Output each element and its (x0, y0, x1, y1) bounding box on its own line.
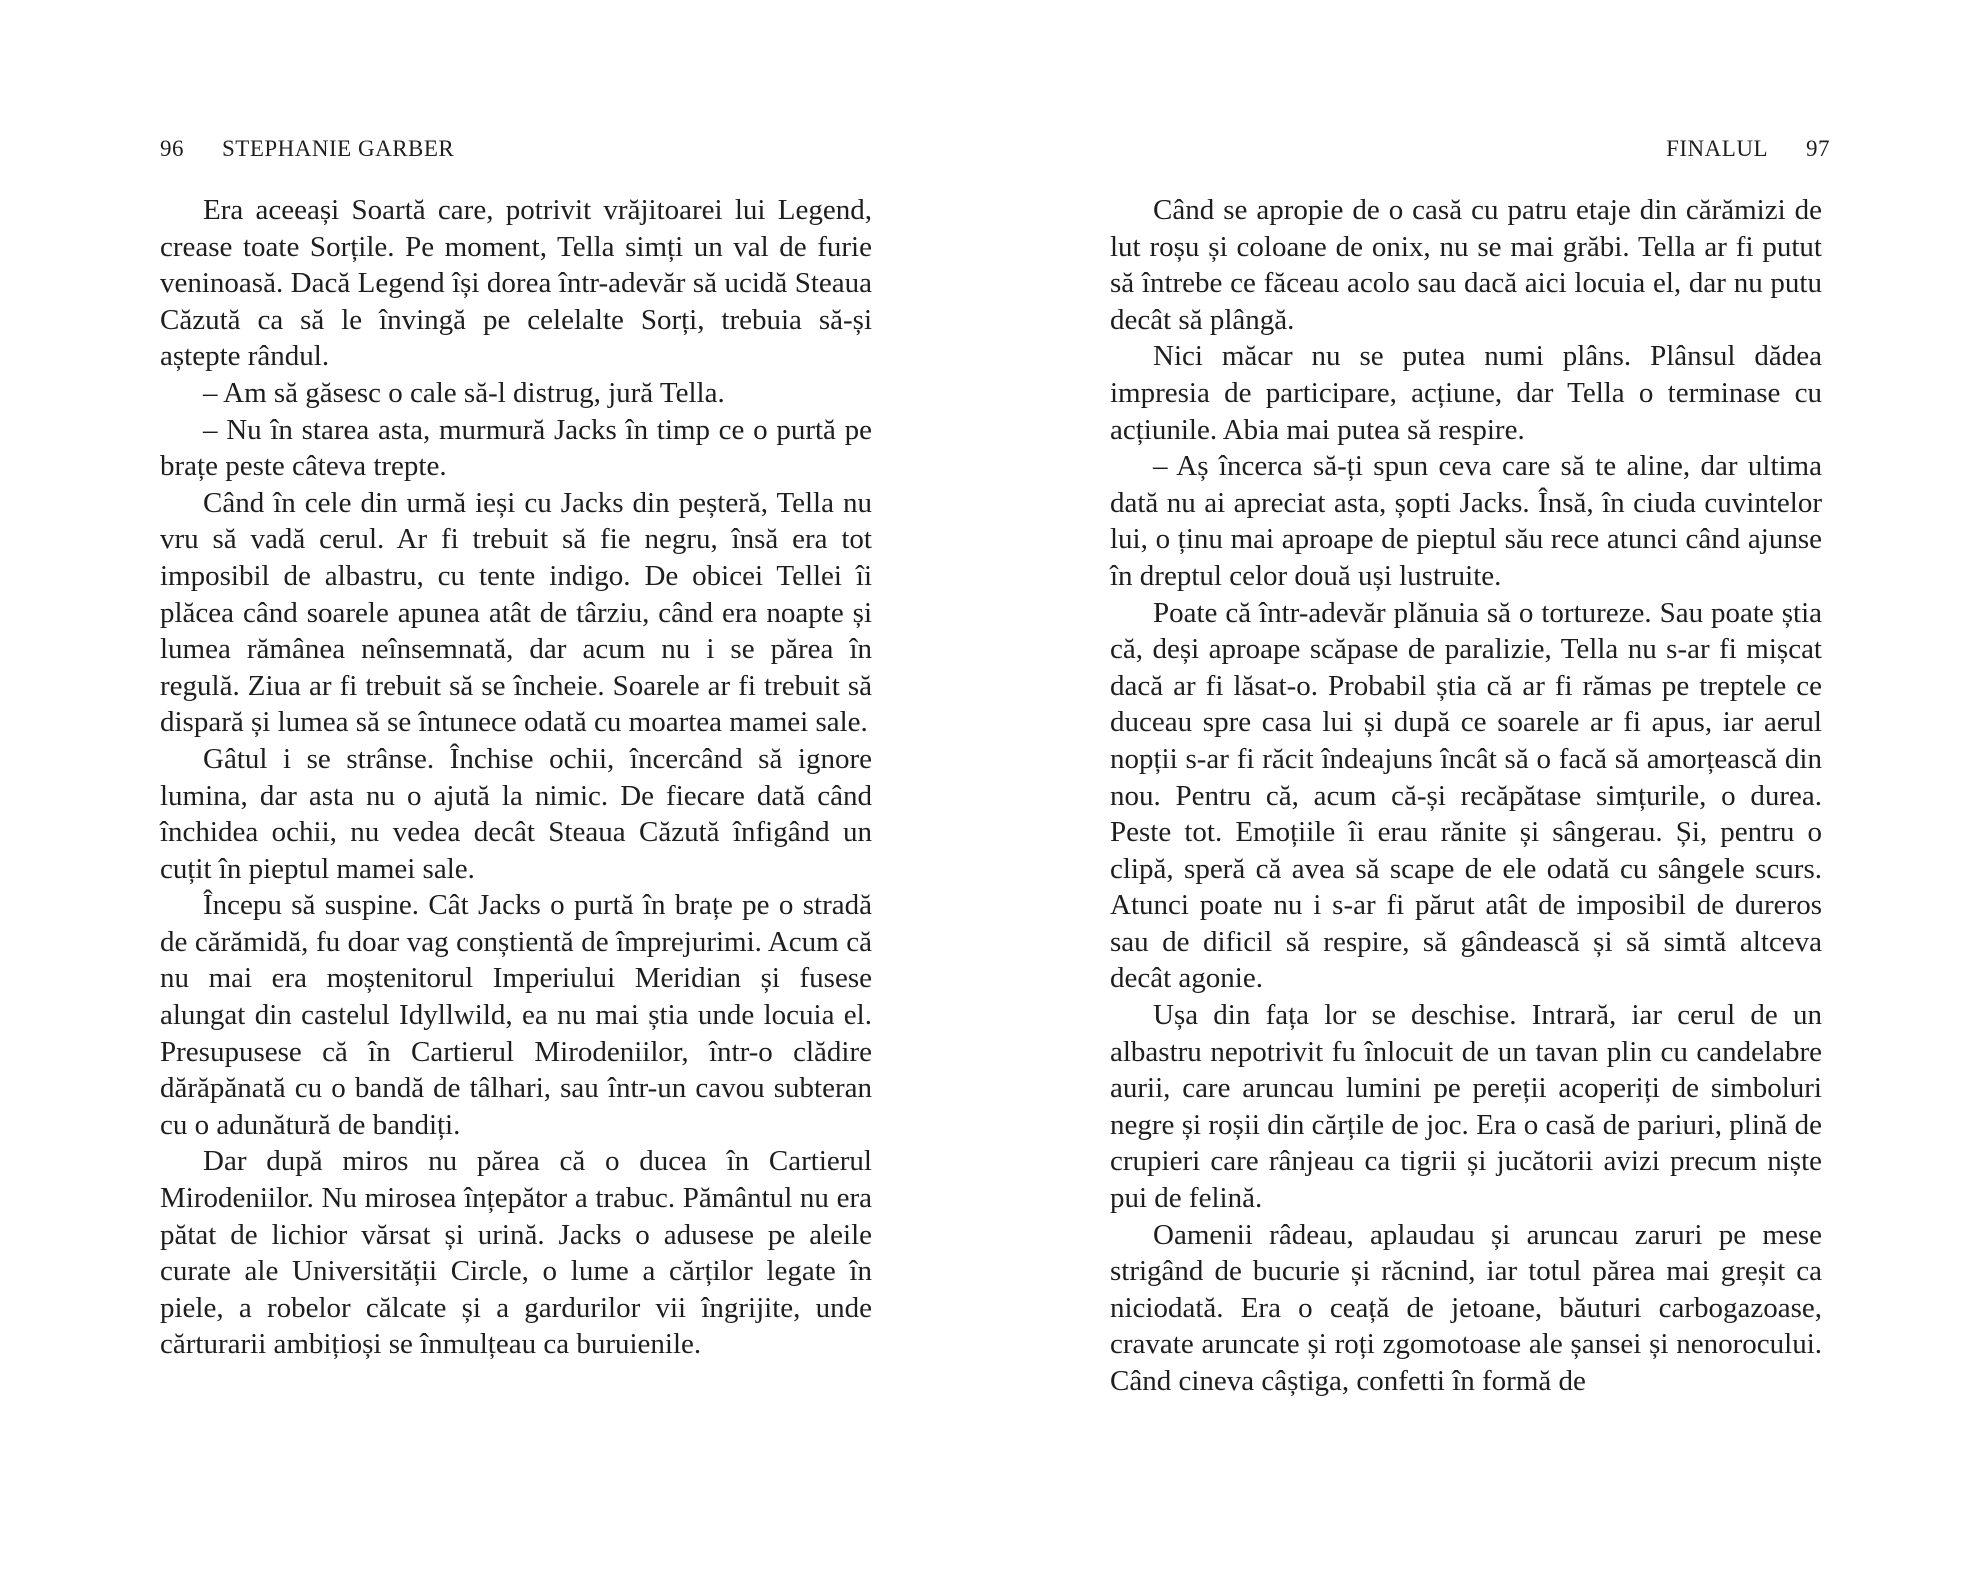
paragraph: Începu să suspine. Cât Jacks o purtă în brațe pe o stradă de cărămidă, fu doar vag conștientă de împrejurimi. Acum că nu mai era moștenitorul Imperiului Meridian și fusese alungat din castelul Idyllwild, ea nu mai știa unde locuia el. Presupusese că în Cartierul Mirodeniilor, într-o clădire dărăpănată cu o bandă de tâlhari, sau într-un cavou subteran cu o adunătură de bandiți. (160, 889, 872, 1141)
paragraph: Ușa din fața lor se deschise. Intrară, iar cerul de un albastru nepotrivit fu înlocuit de un tavan plin cu candelabre aurii, care aruncau lumini pe pereții acoperiți de simboluri negre și roșii din cărțile de joc. Era o casă de pariuri, plină de crupieri care rânjeau ca tigrii și jucătorii avizi precum niște pui de felină. (1110, 999, 1822, 1215)
right-running-head (1110, 134, 1830, 164)
left-body-text (160, 192, 872, 1363)
paragraph: Oamenii râdeau, aplaudau și aruncau zaruri pe mese strigând de bucurie și răcnind, iar totul părea mai greșit ca niciodată. Era o ceață de jetoane, băuturi carbogazoase, cravate aruncate și roți zgomotoase ale șansei și nenorocului. Când cineva câștiga, confetti în formă de (1110, 1218, 1822, 1397)
left-page-number: 96 (160, 136, 184, 161)
paragraph: – Nu în starea asta, murmură Jacks în timp ce o purtă pe brațe peste câteva trepte. (160, 413, 872, 483)
paragraph: Poate că într-adevăr plănuia să o tortureze. Sau poate știa că, deși aproape scăpase de paralizie, Tella nu s-ar fi mișcat dacă ar fi lăsat-o. Probabil știa că ar fi rămas pe treptele ce duceau spre casa lui și după ce soarele ar fi apus, iar aerul nopții s-ar fi răcit îndeajuns încât să o facă să amorțească din nou. Pentru că, acum că-și recăpătase simțurile, o durea. Peste tot. Emoțiile îi erau rănite și sângerau. Și, pentru o clipă, speră că avea să scape de ele odată cu sângele scurs. Atunci poate nu i s-ar fi părut atât de imposibil de dureros sau de dificil să respire, să gândească și să simtă altceva decât agonie. (1110, 596, 1822, 995)
left-running-title: STEPHANIE GARBER (222, 136, 455, 161)
right-page (1110, 0, 1830, 1575)
paragraph: Nici măcar nu se putea numi plâns. Plânsul dădea impresia de participare, acțiune, dar Tella o terminase cu acțiunile. Abia mai putea să respire. (1110, 340, 1822, 446)
paragraph: Gâtul i se strânse. Închise ochii, încercând să ignore lumina, dar asta nu o ajută la nimic. De fiecare dată când închidea ochii, nu vedea decât Steaua Căzută înfigând un cuțit în pieptul mamei sale. (160, 742, 872, 885)
right-body-text (1110, 192, 1822, 1400)
right-running-title: FINALUL (1666, 136, 1768, 161)
paragraph: – Aș încerca să-ți spun ceva care să te aline, dar ultima dată nu ai apreciat asta, șopti Jacks. Însă, în ciuda cuvintelor lui, o ținu mai aproape de pieptul său rece atunci când ajunse în dreptul celor două uși lustruite. (1110, 450, 1822, 592)
paragraph: Când în cele din urmă ieși cu Jacks din peșteră, Tella nu vru să vadă cerul. Ar fi trebuit să fie negru, însă era tot imposibil de albastru, cu tente indigo. De obicei Tellei îi plăcea când soarele apunea atât de târziu, când era noapte și lumea rămânea neînsemnată, dar acum nu i se părea în regulă. Ziua ar fi trebuit să se încheie. Soarele ar fi trebuit să dispară și lumea să se întunece odată cu moartea mamei sale. (160, 486, 872, 739)
paragraph: Când se apropie de o casă cu patru etaje din cărămizi de lut roșu și coloane de onix, nu se mai grăbi. Tella ar fi putut să întrebe ce făceau acolo sau dacă aici locuia el, dar nu putu decât să plângă. (1110, 194, 1822, 336)
right-page-number: 97 (1806, 136, 1830, 161)
left-page (160, 0, 880, 1575)
paragraph: Dar după miros nu părea că o ducea în Cartierul Mirodeniilor. Nu mirosea înțepător a trabuc. Pământul nu era pătat de lichior vărsat și urină. Jacks o adusese pe aleile curate ale Universității Circle, o lume a cărților legate în piele, a robelor călcate și a gardurilor vii îngrijite, unde cărturarii ambițioși se înmulțeau ca buruienile. (160, 1145, 872, 1361)
left-running-head (160, 134, 880, 164)
paragraph: – Am să găsesc o cale să-l distrug, jură Tella. (203, 376, 725, 409)
paragraph: Era aceeași Soartă care, potrivit vrăjitoarei lui Legend, crease toate Sorțile. Pe moment, Tella simți un val de furie veninoasă. Dacă Legend își dorea într-adevăr să ucidă Steaua Căzută ca să le învingă pe celelalte Sorți, trebuia să-și aștepte rândul. (160, 194, 872, 373)
